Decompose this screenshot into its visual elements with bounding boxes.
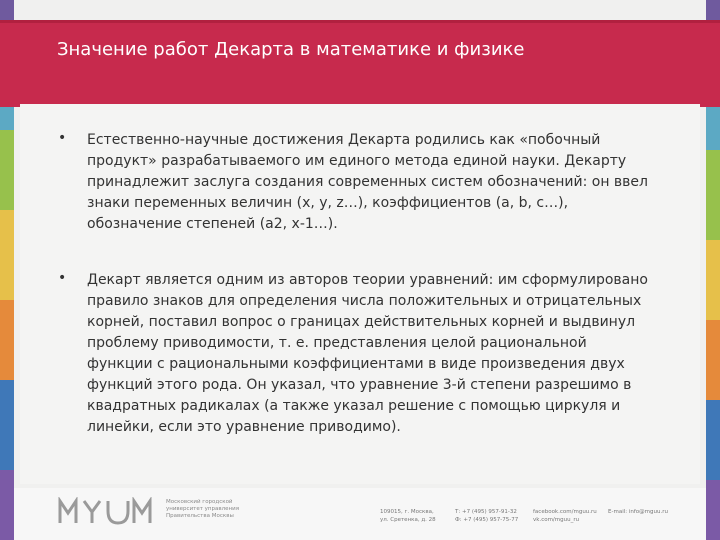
bullet-2-line-3: корней, поставил вопрос о границах действительных корней и выдвинул: [87, 314, 636, 330]
bullet-1-line-1: Естественно-научные достижения Декарта родились как «побочный: [87, 132, 601, 148]
bullet-text-1: [87, 130, 687, 235]
title-bar: [0, 20, 720, 107]
left-decor-stripe-blue: [0, 380, 14, 470]
social-line-2[interactable]: vk.com/mguu_ru: [533, 517, 580, 523]
footer-social: [533, 508, 597, 524]
logo-line-2: университет управления: [166, 506, 240, 512]
bullet-2-line-4: проблему приводимости, т. е. представления целой рациональной: [87, 335, 587, 351]
university-logo-icon: [56, 497, 156, 525]
social-line-1[interactable]: facebook.com/mguu.ru: [533, 509, 597, 515]
right-decor-stripe-blue: [706, 400, 720, 480]
right-decor-stripe-green: [706, 150, 720, 240]
bullet-2-line-1: Декарт является одним из авторов теории уравнений: им сформулировано: [87, 272, 648, 288]
address-line-2: ул. Сретенка, д. 28: [380, 517, 436, 523]
bullet-marker: •: [58, 270, 67, 286]
bullet-1-line-5: обозначение степеней (a2, x-1…).: [87, 216, 338, 232]
bullet-1-line-2: продукт» разрабатываемого им единого метода единой науки. Декарту: [87, 153, 627, 169]
bullet-marker: •: [58, 130, 67, 146]
footer-phones: [455, 508, 518, 524]
phone-line-1: Т: +7 (495) 957-91-32: [455, 509, 517, 515]
left-decor-stripe-violet: [0, 470, 14, 540]
address-line-1: 109015, г. Москва,: [380, 509, 434, 515]
slide-footer: [14, 488, 706, 540]
bullet-2-line-7: квадратных радикалах (а также указал решение с помощью циркуля и: [87, 398, 621, 414]
slide-title: Значение работ Декарта в математике и физике: [57, 39, 525, 60]
bullet-1-line-3: принадлежит заслуга создания современных систем обозначений: он ввел: [87, 174, 648, 190]
bullet-text-2: [87, 270, 687, 438]
logo-line-1: Московский городской: [166, 499, 233, 505]
right-decor-stripe-yellow: [706, 240, 720, 320]
bullet-2-line-2: правило знаков для определения числа положительных и отрицательных: [87, 293, 642, 309]
bullet-2-line-8: линейки, если это уравнение приводимо).: [87, 419, 401, 435]
left-decor-stripe-green: [0, 130, 14, 210]
phone-line-2: Ф: +7 (495) 957-75-77: [455, 517, 519, 523]
logo-caption: [166, 499, 246, 520]
email-line[interactable]: E-mail: info@mguu.ru: [608, 509, 668, 515]
bullet-2-line-6: функций этого рода. Он указал, что уравнение 3-й степени разрешимо в: [87, 377, 632, 393]
bullet-1-line-4: знаки переменных величин (x, y, z…), коэффициентов (a, b, c…),: [87, 195, 569, 211]
footer-address: [380, 508, 436, 524]
right-decor-stripe-orange: [706, 320, 720, 400]
left-decor-stripe-yellow: [0, 210, 14, 300]
footer-email[interactable]: [608, 508, 668, 516]
bullet-2-line-5: функции с рациональными коэффициентами в виде произведения двух: [87, 356, 625, 372]
slide-content: [20, 104, 700, 484]
right-decor-stripe-violet: [706, 480, 720, 540]
left-decor-stripe-orange: [0, 300, 14, 380]
logo-line-3: Правительства Москвы: [166, 513, 234, 519]
